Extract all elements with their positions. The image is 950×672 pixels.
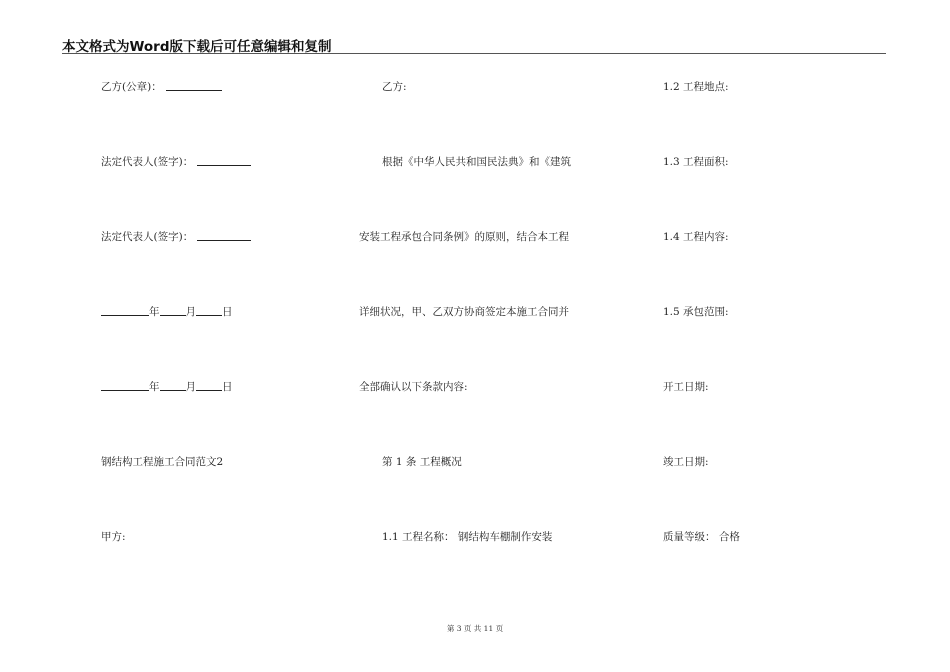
- project-area-label: 1.3 工程面积:: [663, 156, 729, 168]
- party-b-label: 乙方:: [382, 81, 407, 93]
- year-blank: [101, 304, 149, 316]
- page-header: [62, 35, 886, 54]
- year-blank: [101, 379, 149, 391]
- date-line-2: [101, 379, 233, 394]
- signature-blank: [197, 229, 251, 241]
- legal-rep-line-1: [101, 154, 251, 169]
- completion-date-label: 竣工日期:: [663, 456, 709, 468]
- day-blank: [196, 304, 222, 316]
- month-blank: [160, 304, 186, 316]
- preamble-line-4: 全部确认以下条款内容:: [359, 381, 468, 393]
- day-label: 日: [222, 306, 233, 318]
- legal-rep-label-2: 法定代表人(签字)：: [101, 231, 194, 243]
- party-a-label: 甲方:: [101, 531, 126, 543]
- project-name-line: 1.1 工程名称： 钢结构车棚制作安装: [382, 531, 553, 543]
- contract-title-2: 钢结构工程施工合同范文2: [101, 456, 224, 468]
- preamble-line-2: 安装工程承包合同条例》的原则，结合本工程: [359, 231, 569, 243]
- party-b-seal-label: 乙方(公章)：: [101, 81, 162, 93]
- preamble-line-1: 根据《中华人民共和国民法典》和《建筑: [382, 156, 571, 168]
- project-content-label: 1.4 工程内容:: [663, 231, 729, 243]
- start-date-label: 开工日期:: [663, 381, 709, 393]
- header-title: 本文格式为Word版下载后可任意编辑和复制: [62, 39, 332, 55]
- signature-blank: [197, 154, 251, 166]
- article-1-heading: 第 1 条 工程概况: [382, 456, 462, 468]
- preamble-line-3: 详细状况，甲、乙双方协商签定本施工合同并: [359, 306, 569, 318]
- legal-rep-label-1: 法定代表人(签字)：: [101, 156, 194, 168]
- day-blank: [196, 379, 222, 391]
- month-label: 月: [185, 381, 196, 393]
- party-b-seal-line: [101, 79, 222, 94]
- year-label: 年: [149, 381, 160, 393]
- project-location-label: 1.2 工程地点:: [663, 81, 729, 93]
- quality-grade-line: 质量等级： 合格: [663, 531, 740, 543]
- page-number: 第 3 页 共 11 页: [446, 624, 504, 633]
- date-line-1: [101, 304, 233, 319]
- contract-scope-label: 1.5 承包范围:: [663, 306, 729, 318]
- legal-rep-line-2: [101, 229, 251, 244]
- year-label: 年: [149, 306, 160, 318]
- month-blank: [160, 379, 186, 391]
- day-label: 日: [222, 381, 233, 393]
- signature-blank: [166, 79, 222, 91]
- month-label: 月: [185, 306, 196, 318]
